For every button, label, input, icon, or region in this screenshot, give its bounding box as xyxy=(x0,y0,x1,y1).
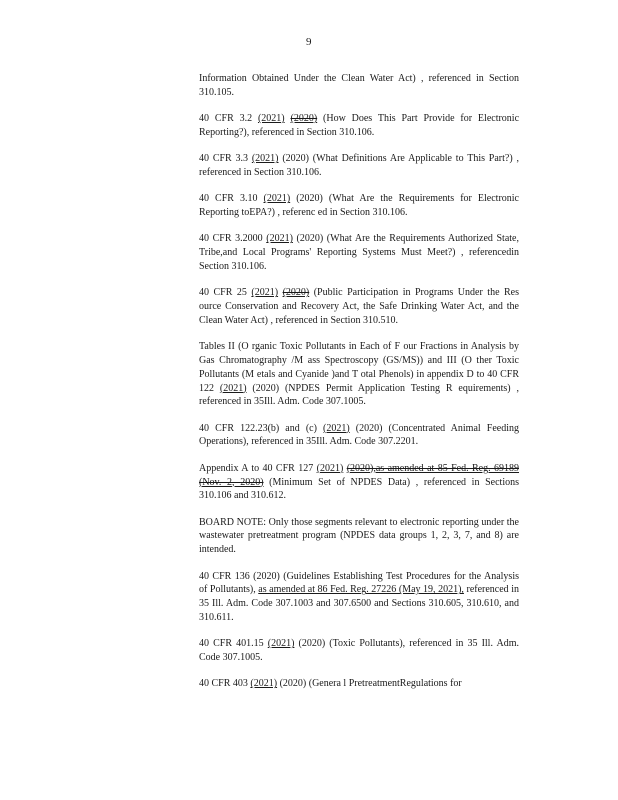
inserted-text: (2021) xyxy=(316,462,344,474)
text-run: 40 CFR 3.2000 xyxy=(199,233,267,245)
text-run: referenced in 35 Ill. Adm. Code 307.1003 and 307.6500 and Sections 310.605, 310.610, and 310.611. xyxy=(199,584,519,623)
text-run: (2020) (What Are the Requirements for Electronic Reporting toEPA?) , referenc ed in Section 310.106. xyxy=(199,193,519,219)
inserted-deleted-text: (2020) xyxy=(282,287,310,299)
citation-paragraph xyxy=(199,152,519,180)
text-run: BOARD NOTE: Only those segments relevant to electronic reporting under the wastewater pretreatment program (NPDES data groups 1, 2, 3, 7, and 8) are intended. xyxy=(199,516,519,556)
text-run: (2020) (What Are the Requirements Authorized State, Tribe,and Local Programs' Reporting Systems Must Meet?) , referencedin Section 310.106. xyxy=(199,233,519,272)
citation-paragraph xyxy=(199,422,519,450)
text-run: Appendix A to 40 CFR 127 xyxy=(199,462,317,474)
text-run: (Public Participation in Programs Under the Res ource Conservation and Recovery Act, the Safe Drinking Water Act, and the Clean Water Act) , referenced in Section 310.510. xyxy=(199,287,519,326)
citation-paragraph xyxy=(199,72,519,100)
inserted-deleted-text: (2020),as amended at 85 Fed. Reg. 69189 (Nov. 2, 2020) xyxy=(199,462,519,488)
text-run: (How Does This Part Provide for Electronic Reporting?), referenced in Section 310.106. xyxy=(199,113,520,138)
citation-paragraph xyxy=(199,570,519,625)
text-run: 40 CFR 401.15 xyxy=(199,638,268,650)
citation-paragraph xyxy=(199,677,519,691)
text-run: 40 CFR 25 xyxy=(199,287,252,299)
text-run: 40 CFR 3.10 xyxy=(199,193,264,205)
text-run: 40 CFR 122.23(b) and (c) xyxy=(199,422,324,434)
citation-paragraph xyxy=(199,112,519,140)
text-run: 40 CFR 136 (2020) (Guidelines Establishing Test Procedures for the Analysis of Pollutants), xyxy=(199,570,519,596)
page-number: 9 xyxy=(306,36,312,48)
text-run: (2020) (Toxic Pollutants), referenced in 35 Ill. Adm. Code 307.1005. xyxy=(199,638,520,663)
citation-paragraph xyxy=(199,192,519,220)
text-run: (Minimum Set of NPDES Data) , referenced in Sections 310.106 and 310.612. xyxy=(199,476,519,502)
inserted-text: (2021) xyxy=(250,678,278,690)
inserted-text: (2021) xyxy=(266,233,293,245)
text-run: 40 CFR 3.2 xyxy=(199,113,258,125)
text-run: 40 CFR 3.3 xyxy=(199,153,252,165)
inserted-text: (2021) xyxy=(323,422,350,434)
text-run: (2020) (Genera l PretreatmentRegulations for xyxy=(277,678,462,690)
inserted-text: (2021) xyxy=(257,113,285,125)
text-run: Information Obtained Under the Clean Water Act) , referenced in Section 310.105. xyxy=(199,73,519,98)
inserted-text: (2021) xyxy=(251,287,279,299)
citation-paragraph xyxy=(199,516,519,557)
citation-paragraph xyxy=(199,340,519,409)
citation-paragraph xyxy=(199,462,519,503)
citation-paragraph xyxy=(199,637,519,665)
text-run: (2020) (Concentrated Animal Feeding Operations), referenced in 35Ill. Adm. Code 307.2201. xyxy=(199,422,519,448)
text-run: (2020) (What Definitions Are Applicable to This Part?) , referenced in Section 310.106. xyxy=(199,153,519,178)
text-run: Tables II (O rganic Toxic Pollutants in Each of F our Fractions in Analysis by Gas Chromatography /M ass Spectroscopy (GS/MS)) and III (O ther Toxic Pollutants (M etals and Cyanide )and T otal Phenols) in appendix D to 40 CFR 122 xyxy=(199,341,519,394)
inserted-deleted-text: (2020) xyxy=(290,113,318,125)
inserted-text: as amended at 86 Fed. Reg. 27226 (May 19, 2021), xyxy=(258,584,464,596)
inserted-text: (2021) xyxy=(267,638,295,650)
citation-paragraph xyxy=(199,286,519,327)
inserted-text: (2021) xyxy=(263,193,291,205)
citation-paragraph xyxy=(199,232,519,273)
document-body xyxy=(199,72,519,704)
text-run: (2020) (NPDES Permit Application Testing R equirements) , referenced in 35Ill. Adm. Code 307.1005. xyxy=(199,382,519,408)
text-run: 40 CFR 403 xyxy=(199,678,251,690)
inserted-text: (2021) xyxy=(219,382,247,394)
inserted-text: (2021) xyxy=(251,153,279,165)
